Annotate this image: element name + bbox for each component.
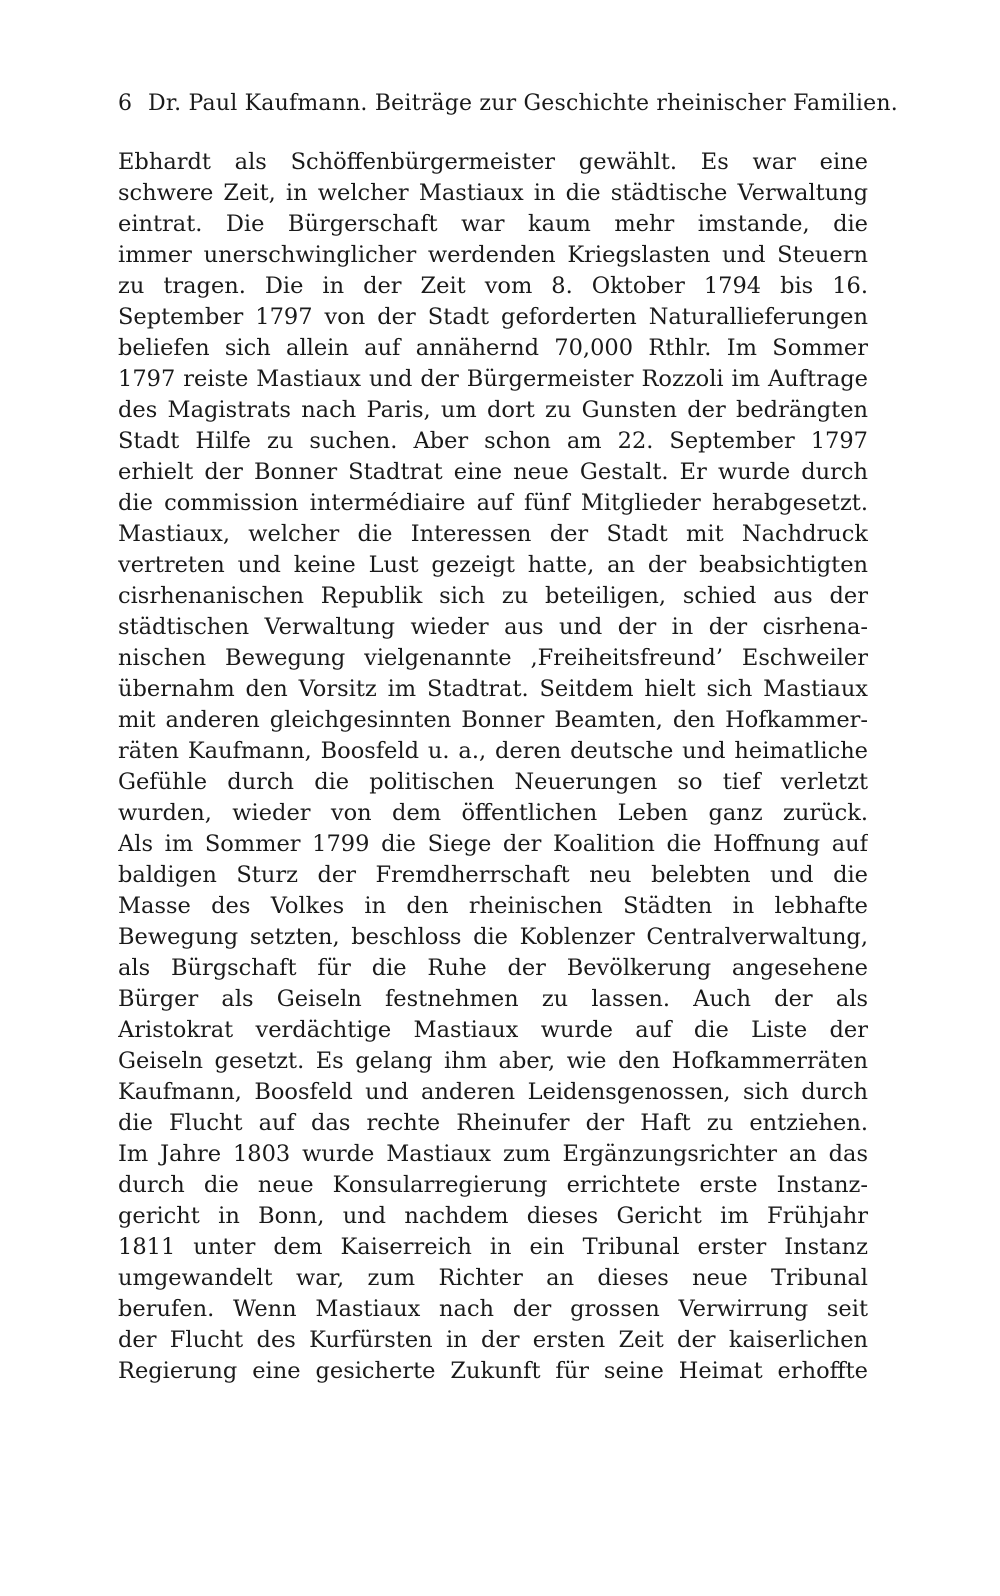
text-line: Geiseln gesetzt. Es gelang ihm aber, wie den Hofkammerräten [118,1048,868,1074]
text-line: Gefühle durch die politischen Neuerungen so tief verletzt [118,769,868,795]
text-line: schwere Zeit, in welcher Mastiaux in die städtische Verwaltung [118,180,868,206]
text-line: September 1797 von der Stadt geforderten Naturallieferungen [118,304,868,330]
page-header [118,89,898,119]
text-line: Im Jahre 1803 wurde Mastiaux zum Ergänzungsrichter an das [118,1141,868,1167]
text-line: gericht in Bonn, und nachdem dieses Gericht im Frühjahr [118,1203,868,1229]
text-line: als Bürgschaft für die Ruhe der Bevölkerung angesehene [118,955,868,981]
text-line: 1797 reiste Mastiaux und der Bürgermeister Rozzoli im Auftrage [118,366,868,392]
text-line: städtischen Verwaltung wieder aus und der in der cisrhena- [118,614,868,640]
text-line: eintrat. Die Bürgerschaft war kaum mehr imstande, die [118,211,868,237]
text-line: baldigen Sturz der Fremdherrschaft neu belebten und die [118,862,868,888]
text-line: Aristokrat verdächtige Mastiaux wurde auf die Liste der [118,1017,868,1043]
text-line: Mastiaux, welcher die Interessen der Stadt mit Nachdruck [118,521,868,547]
text-line: beliefen sich allein auf annähernd 70,000 Rthlr. Im Sommer [118,335,868,361]
text-line: der Flucht des Kurfürsten in der ersten Zeit der kaiserlichen [118,1327,868,1353]
text-line: immer unerschwinglicher werdenden Kriegslasten und Steuern [118,242,868,268]
text-line: durch die neue Konsularregierung errichtete erste Instanz- [118,1172,868,1198]
text-line: nischen Bewegung vielgenannte ‚Freiheitsfreund’ Eschweiler [118,645,868,671]
text-line: umgewandelt war, zum Richter an dieses neue Tribunal [118,1265,868,1291]
text-line: übernahm den Vorsitz im Stadtrat. Seitdem hielt sich Mastiaux [118,676,868,702]
text-line: die Flucht auf das rechte Rheinufer der Haft zu entziehen. [118,1110,868,1136]
text-line: Bewegung setzten, beschloss die Koblenzer Centralverwaltung, [118,924,868,950]
text-line: Regierung eine gesicherte Zukunft für seine Heimat erhoffte [118,1358,868,1384]
text-line: 1811 unter dem Kaiserreich in ein Tribunal erster Instanz [118,1234,868,1260]
text-line: Als im Sommer 1799 die Siege der Koalition die Hoffnung auf [118,831,868,857]
text-line: Bürger als Geiseln festnehmen zu lassen. Auch der als [118,986,868,1012]
text-line: wurden, wieder von dem öffentlichen Leben ganz zurück. [118,800,868,826]
text-line: die commission intermédiaire auf fünf Mitglieder herabgesetzt. [118,490,868,516]
text-line: vertreten und keine Lust gezeigt hatte, an der beabsichtigten [118,552,868,578]
running-head: Dr. Paul Kaufmann. Beiträge zur Geschichte rheinischer Familien. [148,91,898,116]
text-line: mit anderen gleichgesinnten Bonner Beamten, den Hofkammer- [118,707,868,733]
text-line: Stadt Hilfe zu suchen. Aber schon am 22. September 1797 [118,428,868,454]
body-text [118,147,868,1387]
text-line: Masse des Volkes in den rheinischen Städten in lebhafte [118,893,868,919]
text-line: des Magistrats nach Paris, um dort zu Gunsten der bedrängten [118,397,868,423]
text-line: räten Kaufmann, Boosfeld u. a., deren deutsche und heimatliche [118,738,868,764]
text-line: berufen. Wenn Mastiaux nach der grossen Verwirrung seit [118,1296,868,1322]
page-number: 6 [118,91,132,116]
text-line: Ebhardt als Schöffenbürgermeister gewählt. Es war eine [118,149,868,175]
text-line: Kaufmann, Boosfeld und anderen Leidensgenossen, sich durch [118,1079,868,1105]
text-line: zu tragen. Die in der Zeit vom 8. Oktober 1794 bis 16. [118,273,868,299]
text-line: cisrhenanischen Republik sich zu beteiligen, schied aus der [118,583,868,609]
text-line: erhielt der Bonner Stadtrat eine neue Gestalt. Er wurde durch [118,459,868,485]
